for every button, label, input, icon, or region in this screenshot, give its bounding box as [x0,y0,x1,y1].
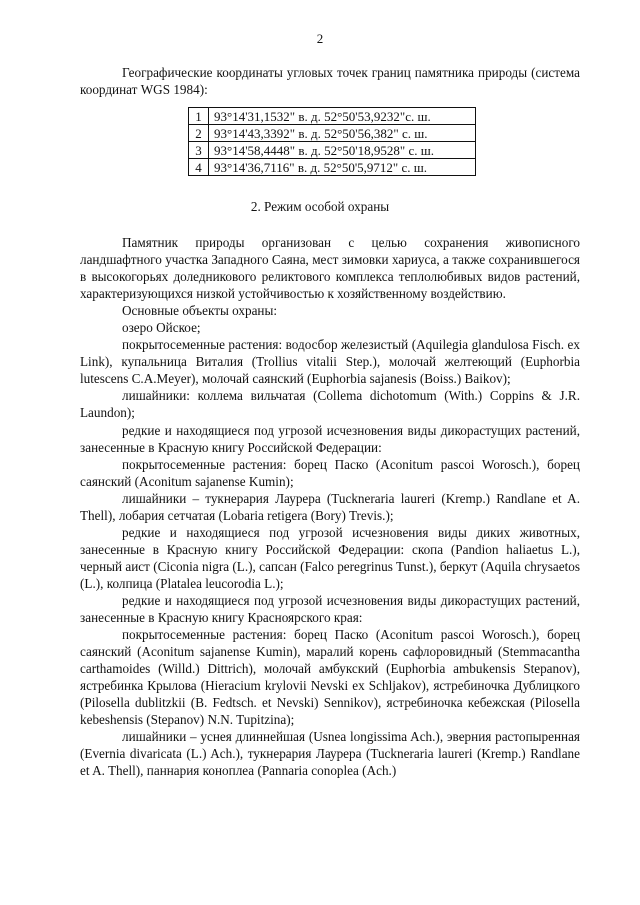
point-number: 4 [189,159,209,176]
page-number: 2 [316,31,324,46]
point-coordinates: 93°14'31,1532" в. д. 52°50'53,9232"с. ш. [209,108,476,125]
paragraph: лишайники: коллема вильчатая (Collema dichotomum (With.) Coppins & J.R. Laundon); [80,388,580,421]
paragraph: Основные объекты охраны: [122,303,278,319]
paragraph: лишайники – уснея длиннейшая (Usnea longissima Ach.), эверния растопыренная (Evernia divaricata (L.) Ach.), тукнерария Лаурера (Tuckneraria laureri (Kremp.) Randlane et A. Thell), паннария коноплеа (Pannaria conoplea (Ach.) [80,729,580,779]
paragraph: редкие и находящиеся под угрозой исчезновения виды диких животных, занесенные в Красную книгу Российской Федерации: скопа (Pandion haliaetus L.), черный аист (Ciconia nigra (L.), сапсан (Falco peregrinus Tunst.), беркут (Aquila chrysaetos (L.), колпица (Platalea leucorodia L.); [80,524,580,591]
coordinates-table [188,107,476,176]
paragraph: покрытосеменные растения: водосбор железистый (Aquilegia glandulosa Fisch. ex Link), купальница Виталия (Trollius vitalii Step.), молочай желтеющий (Euphorbia lutescens C.A.Meyer), молочай саянский (Euphorbia sajanesis (Boiss.) Baikov); [80,337,580,387]
point-number: 2 [189,125,209,142]
paragraph: покрытосеменные растения: борец Паско (Aconitum pascoi Worosch.), борец саянский (Aconitum sajanense Kumin); [80,456,580,489]
coordinates-intro: Географические координаты угловых точек границ памятника природы (система координат WGS 1984): [80,65,580,97]
table-row [189,142,476,159]
section-body [80,234,580,780]
paragraph: озеро Ойское; [122,320,201,336]
point-coordinates: 93°14'36,7116" в. д. 52°50'5,9712" с. ш. [209,159,476,176]
table-row [189,159,476,176]
section-title: 2. Режим особой охраны [250,199,390,214]
table-row [189,108,476,125]
paragraph: редкие и находящиеся под угрозой исчезновения виды дикорастущих растений, занесенные в Красную книгу Российской Федерации: [80,422,580,455]
point-coordinates: 93°14'43,3392" в. д. 52°50'56,382" с. ш. [209,125,476,142]
point-coordinates: 93°14'58,4448" в. д. 52°50'18,9528" с. ш. [209,142,476,159]
paragraph: Памятник природы организован с целью сохранения живописного ландшафтного участка Западного Саяна, мест зимовки хариуса, а также сохранившегося в высокогорьях доледникового реликтового комплекса теплолюбивых видов растений, характеризующихся низкой устойчивостью к хозяйственному воздействию. [80,235,580,302]
table-row [189,125,476,142]
point-number: 3 [189,142,209,159]
paragraph: лишайники – тукнерария Лаурера (Tuckneraria laureri (Kremp.) Randlane et A. Thell), лобария сетчатая (Lobaria retigera (Bory) Trevis.); [80,490,580,523]
paragraph: покрытосеменные растения: борец Паско (Aconitum pascoi Worosch.), борец саянский (Aconitum sajanense Kumin), маралий корень сафлоровидный (Stemmacantha carthamoides (Willd.) Dittrich), молочай амбукский (Euphorbia ambukensis Stepanov), ястребинка Крылова (Hieracium krylovii Nevski ex Schljakov), ястребиночка Дублицкого (Pilosella dublitzkii (B. Fedtsch. et Nevski) Sennikov), ястребиночка кебежская (Pilosella kebeshensis (Stepanov) N.N. Tupitzina); [80,627,580,728]
point-number: 1 [189,108,209,125]
paragraph: редкие и находящиеся под угрозой исчезновения виды дикорастущих растений, занесенные в Красную книгу Красноярского края: [80,592,580,626]
